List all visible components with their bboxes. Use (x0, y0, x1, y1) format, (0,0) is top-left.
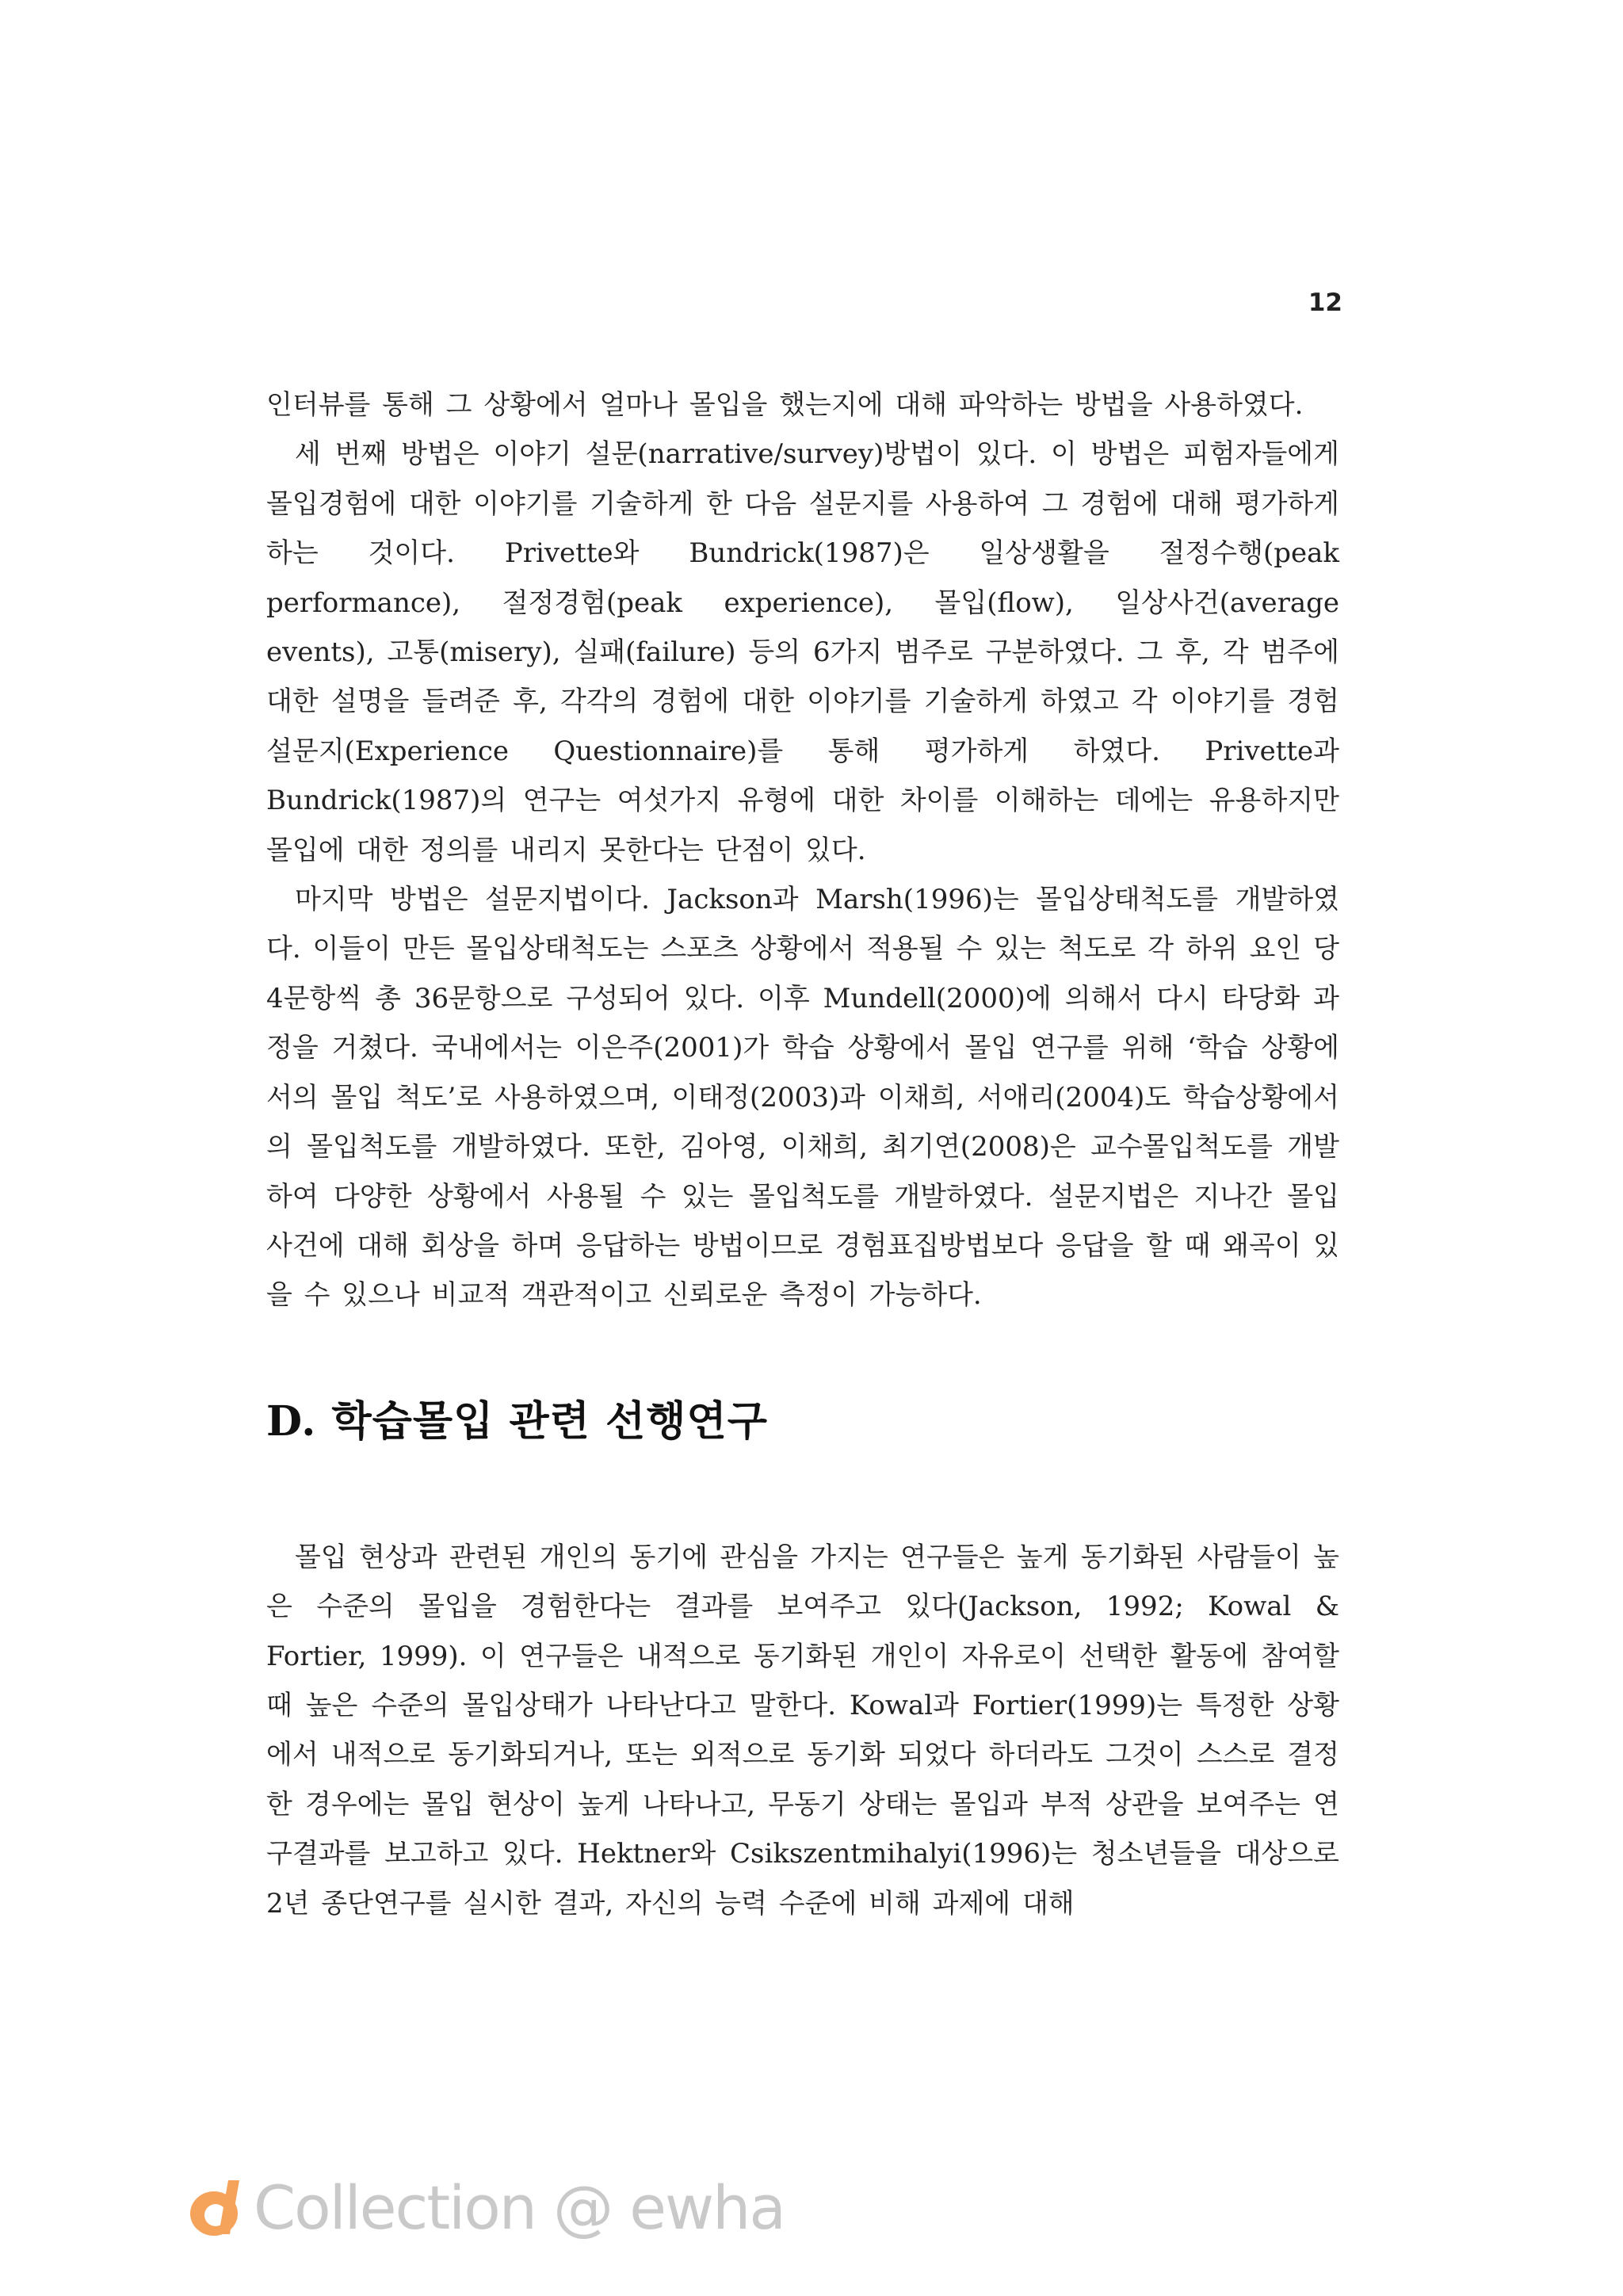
dcollection-logo (184, 2164, 785, 2251)
dcollection-logo-text: Collection @ ewha (254, 2172, 785, 2243)
document-body (266, 380, 1339, 1928)
section-heading: D. 학습몰입 관련 선행연구 (266, 1396, 768, 1446)
paragraph-prior-research: 몰입 현상과 관련된 개인의 동기에 관심을 가지는 연구들은 높게 동기화된 사람들이 높은 수준의 몰입을 경험한다는 결과를 보여주고 있다(Jackson, 1992; Kowal & Fortier, 1999). 이 연구들은 내적으로 동기화된 개인이 자유로이 선택한 활동에 참여할 때 높은 수준의 몰입상태가 나타난다고 말한다. Kowal과 Fortier(1999)는 특정한 상황에서 내적으로 동기화되거나, 또는 외적으로 동기화 되었다 하더라도 그것이 스스로 결정한 경우에는 몰입 현상이 높게 나타나고, 무동기 상태는 몰입과 부적 상관을 보여주는 연구결과를 보고하고 있다. Hektner와 Csikszentmihalyi(1996)는 청소년들을 대상으로 2년 종단연구를 실시한 결과, 자신의 능력 수준에 비해 과제에 대해 (266, 1541, 1339, 1920)
paragraph-continuation: 인터뷰를 통해 그 상황에서 얼마나 몰입을 했는지에 대해 파악하는 방법을 사용하였다. (266, 389, 1304, 421)
dcollection-mark-icon (184, 2174, 250, 2241)
paragraph-narrative-survey-method: 세 번째 방법은 이야기 설문(narrative/survey)방법이 있다. 이 방법은 피험자들에게 몰입경험에 대한 이야기를 기술하게 한 다음 설문지를 사용하여 그 경험에 대해 평가하게 하는 것이다. Privette와 Bundrick(1987)은 일상생활을 절정수행(peak performance), 절정경험(peak experience), 몰입(flow), 일상사건(average events), 고통(misery), 실패(failure) 등의 6가지 범주로 구분하였다. 그 후, 각 범주에 대한 설명을 들려준 후, 각각의 경험에 대한 이야기를 기술하게 하였고 각 이야기를 경험설문지(Experience Questionnaire)를 통해 평가하게 하였다. Privette과 Bundrick(1987)의 연구는 여섯가지 유형에 대한 차이를 이해하는 데에는 유용하지만 몰입에 대한 정의를 내리지 못한다는 단점이 있다. (266, 438, 1339, 866)
page-number: 12 (1308, 288, 1342, 317)
paragraph-questionnaire-method: 마지막 방법은 설문지법이다. Jackson과 Marsh(1996)는 몰입상태척도를 개발하였다. 이들이 만든 몰입상태척도는 스포츠 상황에서 적용될 수 있는 척도로 각 하위 요인 당 4문항씩 총 36문항으로 구성되어 있다. 이후 Mundell(2000)에 의해서 다시 타당화 과정을 거쳤다. 국내에서는 이은주(2001)가 학습 상황에서 몰입 연구를 위해 ‘학습 상황에서의 몰입 척도’로 사용하였으며, 이태정(2003)과 이채희, 서애리(2004)도 학습상황에서의 몰입척도를 개발하였다. 또한, 김아영, 이채희, 최기연(2008)은 교수몰입척도를 개발하여 다양한 상황에서 사용될 수 있는 몰입척도를 개발하였다. 설문지법은 지나간 몰입 사건에 대해 회상을 하며 응답하는 방법이므로 경험표집방법보다 응답을 할 때 왜곡이 있을 수 있으나 비교적 객관적이고 신뢰로운 측정이 가능하다. (266, 884, 1340, 1312)
heading-spacer (266, 1454, 1339, 1533)
